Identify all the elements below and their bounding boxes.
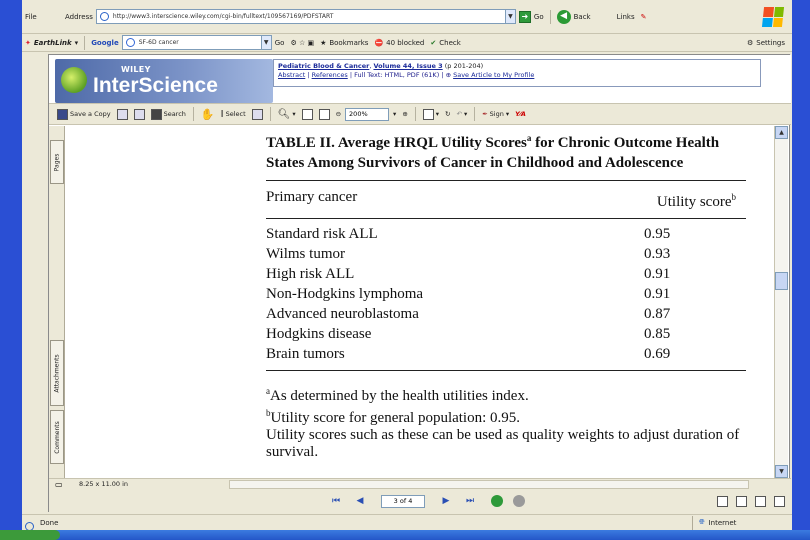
adobe-logo: Y⁄A <box>515 110 526 118</box>
text-cursor-icon: I <box>220 108 224 120</box>
snapshot-button[interactable] <box>250 106 265 122</box>
back-arrow-icon: ◀ <box>557 10 571 24</box>
table-row <box>266 244 746 264</box>
floppy-icon <box>57 109 68 120</box>
table-body <box>266 224 746 364</box>
search-label: Search <box>163 110 186 118</box>
go-label: Go <box>533 12 544 21</box>
status-bar <box>22 514 792 530</box>
table-row <box>266 264 746 284</box>
continuous-facing-icon[interactable] <box>774 496 785 507</box>
earthlink-logo-icon: ✦ <box>25 38 31 47</box>
zoom-in-button[interactable] <box>400 106 409 122</box>
earthlink-label: EarthLink <box>33 38 72 47</box>
previous-page-button[interactable]: ◀ <box>356 496 364 506</box>
save-copy-button[interactable] <box>55 106 113 122</box>
sign-button[interactable]: ✒ Sign ▾ <box>482 110 510 118</box>
page-navigation <box>49 490 791 512</box>
cancer-cell: High risk ALL <box>266 266 355 282</box>
vertical-scrollbar[interactable] <box>774 126 788 478</box>
address-field[interactable] <box>96 9 516 24</box>
footnote-note: Utility scores such as these can be used as quality weights to adjust duration of survival. <box>266 427 740 460</box>
table-footnotes <box>266 383 746 461</box>
page-layout-icon <box>423 109 434 120</box>
globe-icon: 🌐︎ <box>699 518 705 526</box>
check-icon: ✔ <box>430 38 437 47</box>
chevron-down-icon: ▾ <box>74 38 79 47</box>
pages-text: (p 201-204) <box>444 62 484 70</box>
rotate-icon: ↻ <box>445 110 451 118</box>
separator <box>193 107 194 121</box>
search-toolbar <box>22 34 792 52</box>
publisher-header <box>49 55 791 103</box>
tab-pages[interactable]: Pages <box>50 140 64 184</box>
abstract-link[interactable]: Abstract <box>278 71 306 79</box>
footnote-b: $^b$Utility score for general population: 0.95. <box>266 408 521 426</box>
windows-logo <box>760 9 786 25</box>
facing-icon[interactable] <box>755 496 766 507</box>
wiley-interscience-logo[interactable] <box>55 59 273 103</box>
acrobat-toolbar <box>49 103 791 125</box>
bookmarks-label: Bookmarks <box>329 38 369 47</box>
go-button[interactable] <box>516 9 547 25</box>
zoom-out-button[interactable] <box>334 106 343 122</box>
single-page-icon[interactable] <box>717 496 728 507</box>
table-row <box>266 284 746 304</box>
cancer-cell: Standard risk ALL <box>266 226 378 242</box>
references-link[interactable]: References <box>311 71 348 79</box>
taskbar <box>0 530 810 540</box>
col-header-score: Utility score$^b$ <box>656 192 736 210</box>
hand-tool-button[interactable] <box>199 106 217 122</box>
volume-link[interactable]: Volume 44, Issue 3 <box>373 62 443 70</box>
save-copy-label: Save a Copy <box>70 110 111 118</box>
footnote-a: $^a$As determined by the health utilities index. <box>266 386 529 404</box>
wiley-label: WILEY <box>121 65 151 74</box>
google-g-icon <box>126 38 135 47</box>
magnifier-icon: 🔍︎ <box>277 108 291 120</box>
navigation-tabs <box>49 126 65 478</box>
blocked-icon: ⛔ <box>374 38 384 47</box>
settings-label: Settings <box>756 38 785 47</box>
fit-page-button[interactable] <box>300 106 315 122</box>
zoom-tool-button[interactable]: 🔍︎ ▾ <box>277 108 296 120</box>
address-toolbar <box>22 0 792 34</box>
settings-button[interactable] <box>744 35 788 51</box>
table-row <box>266 304 746 324</box>
pen-icon: ✒ <box>482 110 488 118</box>
adobe-pdf-icon[interactable]: ✎ <box>640 12 647 21</box>
binoculars-icon <box>151 109 162 120</box>
score-cell: 0.85 <box>644 326 671 342</box>
blocked-label: 40 blocked <box>386 38 425 47</box>
journal-info: Pediatric Blood & Cancer, Volume 44, Issue 3 (p 201-204) Abstract | References | Full Text: HTML, PDF (61K) | ⊕ Save Article to My Profile <box>273 59 761 87</box>
search-button[interactable] <box>149 106 188 122</box>
sign-label: Sign <box>489 110 504 118</box>
score-cell: 0.91 <box>644 266 671 282</box>
star-icon: ★ <box>320 38 327 47</box>
back-button[interactable] <box>554 9 594 25</box>
horizontal-scrollbar[interactable] <box>229 480 749 489</box>
bookmarks-button[interactable] <box>317 35 371 51</box>
score-cell: 0.93 <box>644 246 671 262</box>
google-query: SF-6D cancer <box>138 39 179 46</box>
file-menu[interactable]: File <box>25 12 37 21</box>
separator <box>84 36 85 50</box>
email-icon <box>134 109 145 120</box>
pdf-document-view[interactable] <box>67 126 773 478</box>
go-arrow-icon: ➜ <box>519 11 531 23</box>
page-number-field[interactable]: 3 of 4 <box>381 495 425 508</box>
save-article-link[interactable]: Save Article to My Profile <box>453 71 535 79</box>
table-header-row <box>266 187 746 212</box>
chevron-down-icon[interactable]: ▼ <box>261 36 271 49</box>
toolbar-icons-group[interactable]: ⚙ ☆ ▣ <box>290 38 315 47</box>
fit-page-icon <box>302 109 313 120</box>
page-icon: ▭ <box>55 480 63 489</box>
page-size-bar <box>49 478 791 490</box>
hand-icon: ✋ <box>200 107 215 121</box>
popup-blocked-button[interactable] <box>371 35 427 51</box>
page-content <box>48 54 790 512</box>
scroll-thumb[interactable] <box>775 272 788 290</box>
table-ii <box>266 128 746 461</box>
undo-button[interactable]: ↶ ▾ <box>456 110 468 118</box>
journal-link[interactable]: Pediatric Blood & Cancer <box>278 62 370 70</box>
email-button[interactable] <box>132 106 147 122</box>
fit-width-button[interactable] <box>317 106 332 122</box>
status-done: Done <box>22 519 692 527</box>
chevron-down-icon: ▾ <box>393 110 397 118</box>
start-button[interactable] <box>0 530 60 540</box>
select-label: Select <box>225 110 246 118</box>
cancer-cell: Advanced neuroblastoma <box>266 306 419 322</box>
last-page-button[interactable]: ⏭ <box>465 496 475 506</box>
google-go-button[interactable]: Go <box>274 38 285 47</box>
security-zone: 🌐︎ Internet <box>692 516 792 530</box>
page-size-label: 8.25 x 11.00 in <box>79 480 129 488</box>
cancer-cell: Hodgkins disease <box>266 326 372 342</box>
score-cell: 0.95 <box>644 226 671 242</box>
google-label: Google <box>91 38 119 47</box>
google-search-input[interactable] <box>122 35 272 50</box>
table-title: TABLE II. Average HRQL Utility Scores$^a$ for Chronic Outcome Health States Among Survivors of Cancer in Childhood and Adolescence <box>266 133 720 171</box>
scroll-up-arrow[interactable]: ▲ <box>775 126 788 139</box>
next-page-button[interactable]: ▶ <box>442 496 450 506</box>
rotate-button[interactable] <box>443 106 452 122</box>
links-button[interactable]: Links <box>616 12 635 21</box>
fulltext-link[interactable]: Full Text: HTML <box>354 71 403 79</box>
score-cell: 0.69 <box>644 346 671 362</box>
score-cell: 0.91 <box>644 286 671 302</box>
gear-icon: ⚙ <box>747 38 754 47</box>
tab-attachments[interactable]: Attachments <box>50 340 64 406</box>
table-bottom-rule <box>266 370 746 371</box>
spell-check-button[interactable] <box>427 35 463 51</box>
check-label: Check <box>439 38 461 47</box>
print-button[interactable] <box>115 106 130 122</box>
undo-icon: ↶ <box>456 110 462 118</box>
address-value: http://www3.interscience.wiley.com/cgi-bin/fulltext/109567169/PDFSTART <box>112 13 334 20</box>
page-layout-button[interactable]: ▾ <box>421 106 441 122</box>
go-forward-view-icon[interactable] <box>513 495 525 507</box>
cancer-cell: Non-Hodgkins lymphoma <box>266 286 424 302</box>
separator <box>415 107 416 121</box>
fit-width-icon <box>319 109 330 120</box>
separator <box>474 107 475 121</box>
cancer-cell: Brain tumors <box>266 346 345 362</box>
first-page-button[interactable]: ⏮ <box>331 496 341 506</box>
table-header-rule <box>266 218 746 219</box>
save-article-icon: ⊕ <box>445 71 452 79</box>
chevron-down-icon[interactable]: ▼ <box>505 10 515 23</box>
camera-icon <box>252 109 263 120</box>
table-row <box>266 324 746 344</box>
address-label: Address <box>65 12 93 21</box>
scroll-down-arrow[interactable]: ▼ <box>775 465 788 478</box>
table-row <box>266 344 746 364</box>
go-back-view-icon[interactable] <box>491 495 503 507</box>
printer-icon <box>117 109 128 120</box>
continuous-icon[interactable] <box>736 496 747 507</box>
earthlink-button[interactable] <box>22 35 81 51</box>
zoom-dropdown[interactable] <box>391 106 398 122</box>
zoom-level-field[interactable]: 200% <box>345 108 389 121</box>
separator <box>550 10 551 24</box>
pdf-link[interactable]: PDF (61K) <box>406 71 440 79</box>
zoom-in-icon: ⊕ <box>402 110 408 118</box>
interscience-label: InterScience <box>93 74 218 97</box>
back-label: Back <box>573 12 591 21</box>
table-row <box>266 224 746 244</box>
tab-comments[interactable]: Comments <box>50 410 64 464</box>
ie-page-icon <box>100 12 109 21</box>
cancer-cell: Wilms tumor <box>266 246 345 262</box>
select-tool-button[interactable] <box>219 106 248 122</box>
separator <box>270 107 271 121</box>
table-top-rule <box>266 180 746 181</box>
col-header-cancer: Primary cancer <box>266 189 358 205</box>
globe-icon <box>61 67 87 93</box>
score-cell: 0.87 <box>644 306 671 322</box>
browser-window <box>22 0 792 540</box>
zoom-out-icon: ⊖ <box>335 110 342 118</box>
